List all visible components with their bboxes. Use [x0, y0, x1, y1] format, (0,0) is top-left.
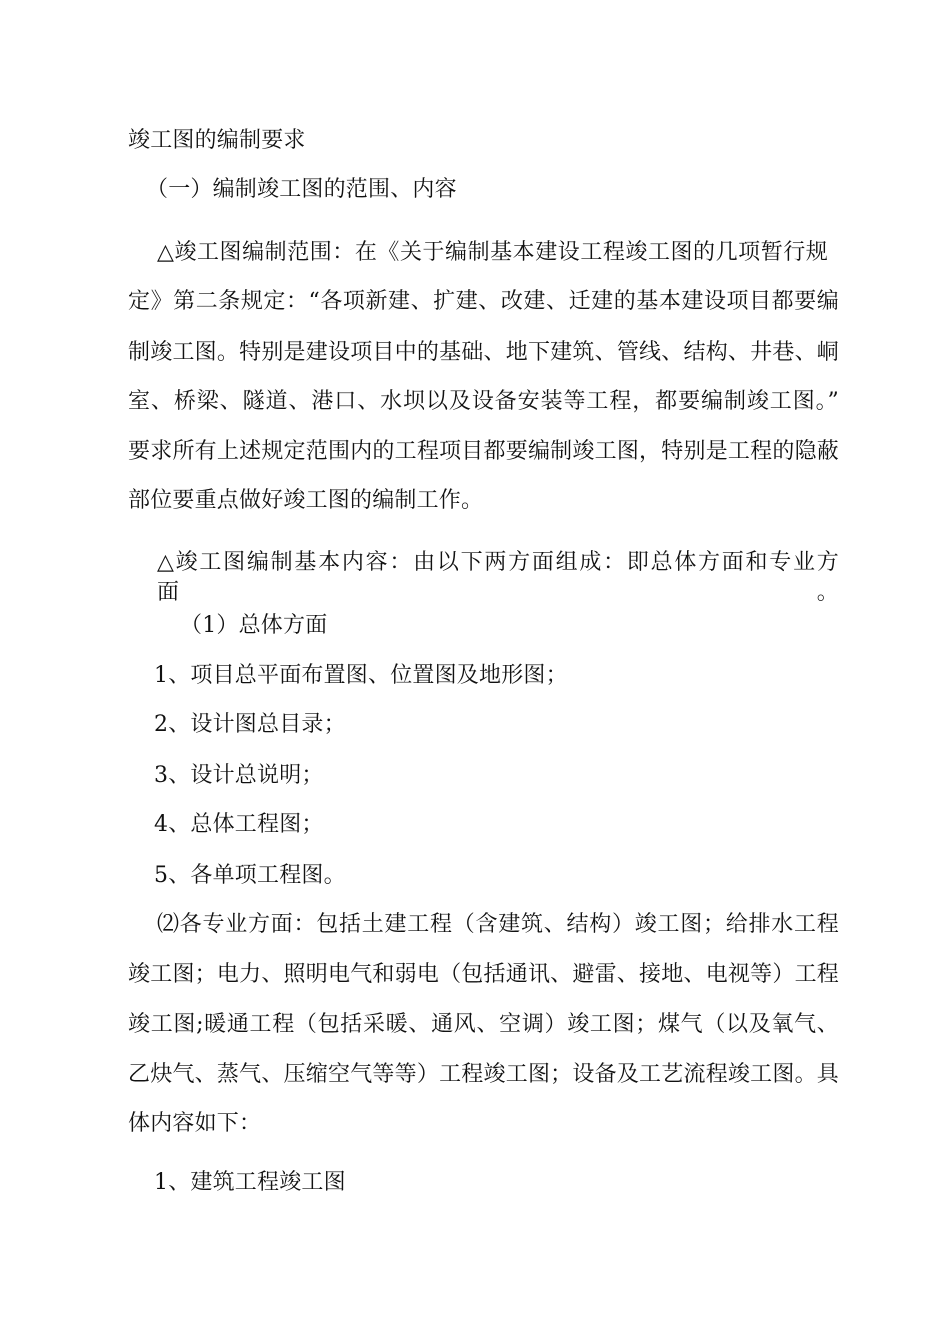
section-heading: （一）编制竣工图的范围、内容: [146, 177, 457, 202]
specialty-paragraph-line: ⑵各专业方面：包括土建工程（含建筑、结构）竣工图；给排水工程: [157, 912, 839, 937]
scope-paragraph-line: 定》第二条规定：“各项新建、扩建、改建、迁建的基本建设项目都要编: [128, 289, 839, 314]
list-item: 4、总体工程图；: [154, 812, 324, 837]
specialty-paragraph-line: 竣工图；电力、照明电气和弱电（包括通讯、避雷、接地、电视等）工程: [128, 962, 839, 987]
specialty-paragraph-line: 乙炔气、蒸气、压缩空气等等）工程竣工图；设备及工艺流程竣工图。具: [128, 1062, 839, 1087]
list-item: 5、各单项工程图。: [154, 863, 346, 888]
document-title: 竣工图的编制要求: [128, 128, 306, 153]
content-paragraph: △竣工图编制基本内容：由以下两方面组成：即总体方面和专业方面。: [157, 550, 839, 605]
list-item: 2、设计图总目录；: [154, 712, 346, 737]
scope-paragraph-line: 室、桥梁、隧道、港口、水坝以及设备安装等工程，都要编制竣工图。”: [128, 389, 839, 414]
list-item: 1、项目总平面布置图、位置图及地形图；: [154, 663, 568, 688]
specialty-paragraph-line: 体内容如下：: [128, 1111, 262, 1136]
overall-heading: （1）总体方面: [180, 613, 328, 638]
scope-paragraph-line: 部位要重点做好竣工图的编制工作。: [128, 488, 484, 513]
list-item: 3、设计总说明；: [154, 763, 324, 788]
scope-paragraph-line: 制竣工图。特别是建设项目中的基础、地下建筑、管线、结构、井巷、峒: [128, 340, 839, 365]
scope-paragraph-line: △竣工图编制范围：在《关于编制基本建设工程竣工图的几项暂行规: [157, 240, 828, 265]
scope-paragraph-line: 要求所有上述规定范围内的工程项目都要编制竣工图，特别是工程的隐蔽: [128, 439, 839, 464]
subsection-heading: 1、建筑工程竣工图: [154, 1170, 346, 1195]
specialty-paragraph-line: 竣工图;暖通工程（包括采暖、通风、空调）竣工图；煤气（以及氧气、: [128, 1012, 839, 1037]
